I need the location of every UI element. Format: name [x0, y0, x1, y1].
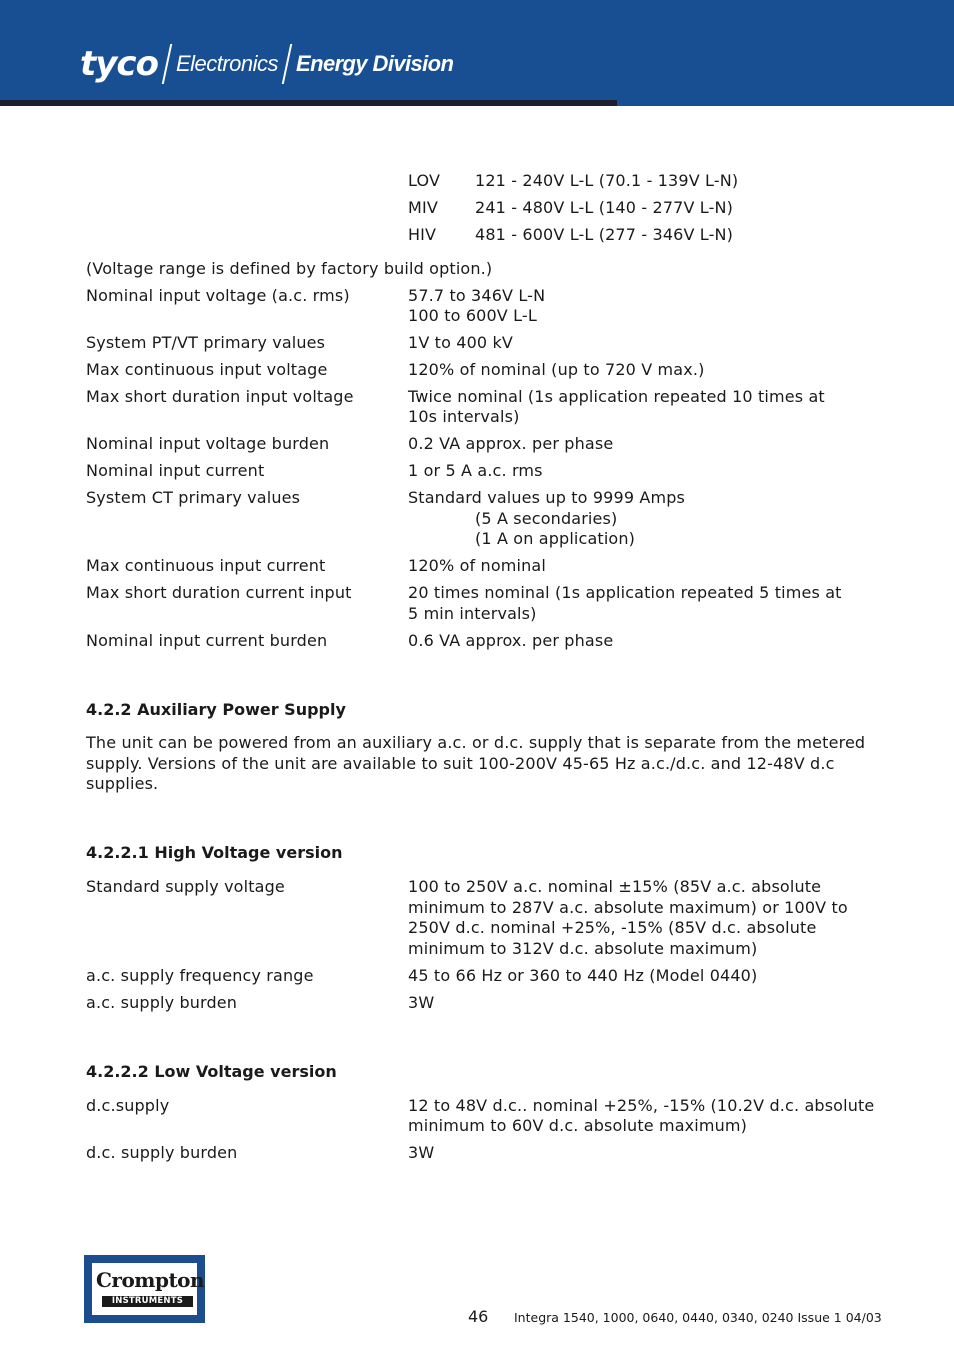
- logo-separator: [282, 44, 293, 84]
- spec-label: Nominal input voltage (a.c. rms): [86, 286, 350, 305]
- logo-division: Energy Division: [296, 51, 454, 76]
- spec-label: d.c.supply: [86, 1096, 170, 1115]
- paragraph-line: supplies.: [86, 774, 159, 793]
- spec-value: 120% of nominal (up to 720 V max.): [408, 360, 705, 379]
- crompton-logo-panel: [92, 1263, 205, 1315]
- spec-value: 45 to 66 Hz or 360 to 440 Hz (Model 0440): [408, 966, 758, 985]
- spec-value: minimum to 60V d.c. absolute maximum): [408, 1116, 748, 1135]
- spec-value: 100 to 250V a.c. nominal ±15% (85V a.c. absolute: [408, 877, 822, 896]
- range-value: 121 - 240V L-L (70.1 - 139V L-N): [475, 171, 739, 190]
- spec-value: 0.2 VA approx. per phase: [408, 434, 614, 453]
- spec-subvalue: (5 A secondaries): [475, 509, 618, 528]
- logo-separator: [162, 44, 173, 84]
- spec-value: 250V d.c. nominal +25%, -15% (85V d.c. absolute: [408, 918, 817, 937]
- spec-label: System PT/VT primary values: [86, 333, 326, 352]
- spec-value: 120% of nominal: [408, 556, 546, 575]
- tyco-logo: [80, 42, 453, 86]
- spec-value: minimum to 287V a.c. absolute maximum) or 100V to: [408, 898, 848, 917]
- spec-value: 10s intervals): [408, 407, 520, 426]
- spec-value: 20 times nominal (1s application repeated 5 times at: [408, 583, 842, 602]
- crompton-logo-word: Crompton: [96, 1268, 205, 1292]
- spec-value: 12 to 48V d.c.. nominal +25%, -15% (10.2V d.c. absolute: [408, 1096, 875, 1115]
- range-code: MIV: [408, 198, 438, 217]
- spec-value: 1 or 5 A a.c. rms: [408, 461, 543, 480]
- spec-value: Standard values up to 9999 Amps: [408, 488, 686, 507]
- logo-brand-sub: Electronics: [175, 51, 279, 76]
- spec-label: Max continuous input voltage: [86, 360, 328, 379]
- spec-label: Nominal input current burden: [86, 631, 328, 650]
- range-value: 241 - 480V L-L (140 - 277V L-N): [475, 198, 734, 217]
- subsection-heading: 4.2.2.2 Low Voltage version: [86, 1062, 337, 1081]
- spec-value: minimum to 312V d.c. absolute maximum): [408, 939, 758, 958]
- spec-label: System CT primary values: [86, 488, 301, 507]
- spec-value: 57.7 to 346V L-N: [408, 286, 546, 305]
- spec-value: 5 min intervals): [408, 604, 537, 623]
- page-number: 46: [468, 1307, 489, 1326]
- logo-brand: tyco: [80, 44, 158, 84]
- spec-value: 100 to 600V L-L: [408, 306, 537, 325]
- spec-label: Max continuous input current: [86, 556, 326, 575]
- spec-label: Standard supply voltage: [86, 877, 285, 896]
- spec-label: a.c. supply frequency range: [86, 966, 314, 985]
- spec-value: 1V to 400 kV: [408, 333, 513, 352]
- range-code: LOV: [408, 171, 441, 190]
- crompton-logo-sub: INSTRUMENTS: [102, 1296, 193, 1307]
- range-note: (Voltage range is defined by factory build option.): [86, 259, 493, 278]
- spec-value: 3W: [408, 1143, 435, 1162]
- paragraph-line: The unit can be powered from an auxiliary a.c. or d.c. supply that is separate from the metered: [86, 733, 866, 752]
- range-code: HIV: [408, 225, 437, 244]
- subsection-heading: 4.2.2.1 High Voltage version: [86, 843, 343, 862]
- spec-label: Max short duration input voltage: [86, 387, 354, 406]
- spec-value: 3W: [408, 993, 435, 1012]
- page-header: [0, 0, 954, 106]
- spec-label: d.c. supply burden: [86, 1143, 238, 1162]
- paragraph-line: supply. Versions of the unit are available to suit 100-200V 45-65 Hz a.c./d.c. and 12-48V d.c: [86, 754, 835, 773]
- crompton-logo: [84, 1255, 205, 1323]
- spec-value: 0.6 VA approx. per phase: [408, 631, 614, 650]
- section-heading: 4.2.2 Auxiliary Power Supply: [86, 700, 346, 719]
- document-reference: Integra 1540, 1000, 0640, 0440, 0340, 0240 Issue 1 04/03: [514, 1310, 882, 1325]
- spec-value: Twice nominal (1s application repeated 10 times at: [408, 387, 825, 406]
- spec-subvalue: (1 A on application): [475, 529, 636, 548]
- spec-label: Max short duration current input: [86, 583, 352, 602]
- spec-label: Nominal input voltage burden: [86, 434, 330, 453]
- range-value: 481 - 600V L-L (277 - 346V L-N): [475, 225, 734, 244]
- header-rule: [0, 100, 617, 106]
- spec-label: a.c. supply burden: [86, 993, 238, 1012]
- spec-label: Nominal input current: [86, 461, 265, 480]
